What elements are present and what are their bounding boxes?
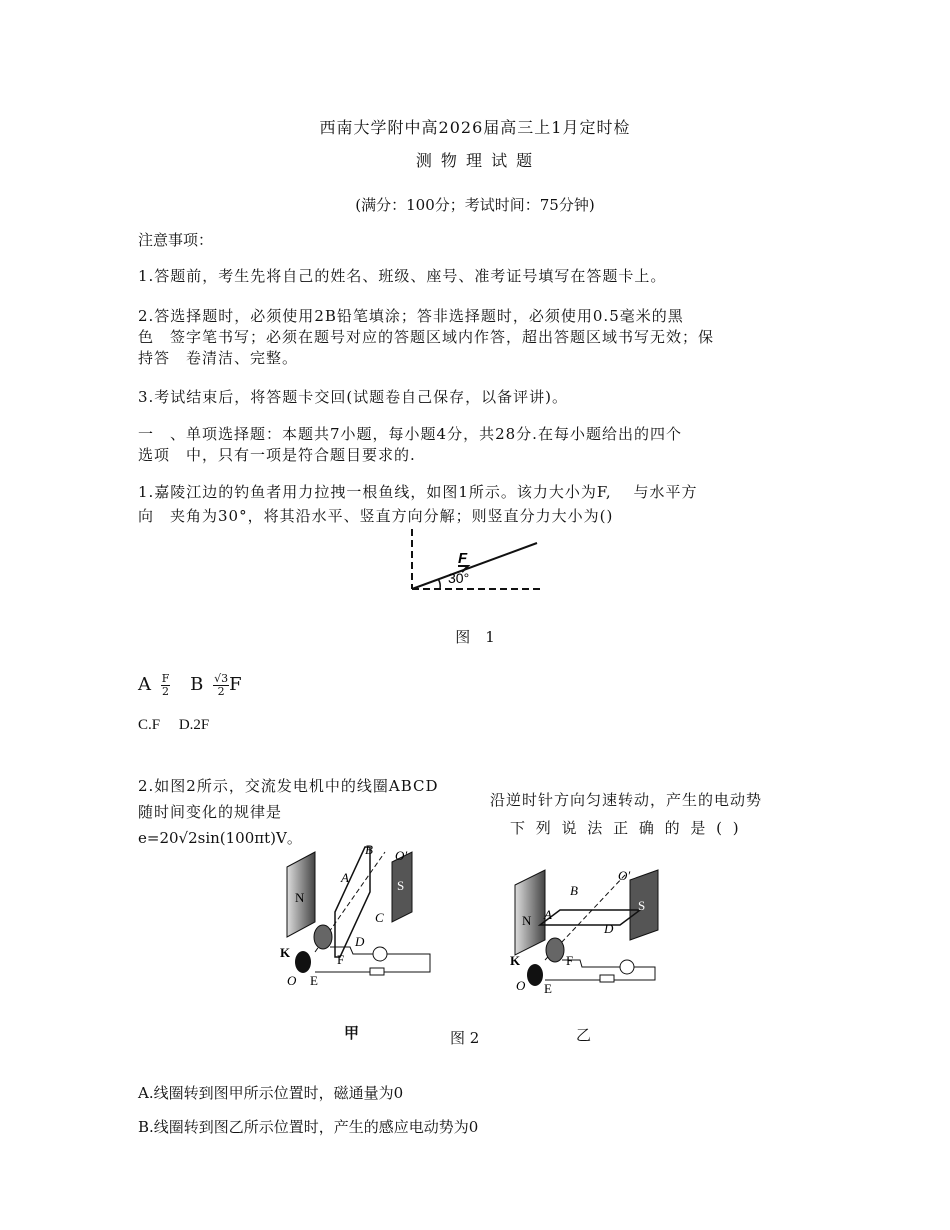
option-a-label: A — [138, 674, 151, 695]
q2-option-b: B.线圈转到图乙所示位置时，产生的感应电动势为0 — [138, 1118, 479, 1136]
q2-line1: 2.如图2所示，交流发电机中的线圈ABCD — [138, 777, 439, 795]
note-1: 1.答题前，考生先将自己的姓名、班级、座号、准考证号填写在答题卡上。 — [138, 267, 667, 285]
exam-info: (满分：100分；考试时间：75分钟) — [355, 196, 595, 214]
q2-formula: e=20√2sin(100πt)V。 — [138, 829, 302, 847]
svg-text:O: O — [287, 973, 297, 988]
force-label: F — [458, 550, 468, 567]
svg-text:K: K — [510, 953, 521, 968]
svg-text:S: S — [638, 898, 646, 913]
q1-options-cd: C.F D.2F — [138, 717, 210, 733]
figure-2-jia-caption: 甲 — [344, 1024, 360, 1042]
note-2-line3: 持答 卷清洁、完整。 — [138, 349, 299, 367]
figure-1-force-diagram — [400, 525, 550, 597]
svg-text:O′: O′ — [618, 868, 631, 883]
svg-text:N: N — [522, 913, 532, 928]
figure-2-yi-caption: 乙 — [576, 1026, 592, 1044]
option-a-fraction: $\frac{F}{2}$ — [161, 671, 170, 698]
svg-text:D: D — [355, 934, 365, 949]
svg-text:O: O — [516, 978, 526, 993]
q2-line1-right: 沿逆时针方向匀速转动，产生的电动势 — [490, 791, 763, 809]
svg-text:S: S — [397, 878, 405, 893]
note-2-line2: 色 签字笔书写；必须在题号对应的答题区域内作答，超出答题区域书写无效；保 — [138, 328, 715, 346]
q2-line2-right: 下 列 说 法 正 确 的 是 ( ) — [510, 819, 742, 837]
figure-2-jia — [275, 842, 440, 992]
option-b-label: B — [190, 674, 204, 695]
svg-text:O′: O′ — [395, 848, 408, 863]
svg-text:B: B — [365, 842, 373, 857]
svg-text:A: A — [544, 907, 552, 922]
q1-options-ab: A $\frac{F}{2}$ B $\frac{√3}{2}$ F — [138, 671, 242, 698]
svg-text:K: K — [280, 945, 291, 960]
svg-text:A: A — [341, 870, 349, 885]
svg-text:N: N — [295, 890, 305, 905]
q2-line2: 随时间变化的规律是 — [138, 803, 283, 821]
svg-text:E: E — [544, 981, 552, 995]
svg-text:B: B — [570, 883, 578, 898]
svg-text:F: F — [566, 953, 574, 968]
note-2-line1: 2.答选择题时，必须使用2B铅笔填涂；答非选择题时，必须使用0.5毫米的黑 — [138, 307, 684, 325]
figure-2-yi — [500, 865, 665, 995]
svg-text:C: C — [375, 910, 384, 925]
exam-title: 西南大学附中高2026届高三上1月定时检 — [319, 118, 631, 137]
q2-option-a: A.线圈转到图甲所示位置时，磁通量为0 — [138, 1084, 404, 1102]
figure-2-caption: 图 2 — [450, 1029, 480, 1047]
option-b-fraction: $\frac{√3}{2}$ — [214, 671, 229, 698]
q1-line2: 向 夹角为30°，将其沿水平、竖直方向分解；则竖直分力大小为() — [138, 507, 614, 525]
q1-line1: 1.嘉陵江边的钓鱼者用力拉拽一根鱼线，如图1所示。该力大小为F, 与水平方 — [138, 483, 698, 501]
section1-line1: 一 、单项选择题：本题共7小题，每小题4分，共28分.在每小题给出的四个 — [138, 425, 682, 443]
notes-heading: 注意事项： — [138, 231, 214, 249]
svg-text:D: D — [604, 921, 614, 936]
svg-text:F: F — [337, 952, 345, 967]
exam-subtitle: 测 物 理 试 题 — [415, 151, 535, 170]
note-3: 3.考试结束后，将答题卡交回(试题卷自己保存，以备评讲)。 — [138, 388, 569, 406]
angle-label: 30° — [448, 570, 470, 586]
section1-line2: 选项 中，只有一项是符合题目要求的. — [138, 446, 416, 464]
svg-text:E: E — [310, 973, 318, 988]
figure-1-caption: 图 1 — [455, 628, 495, 646]
